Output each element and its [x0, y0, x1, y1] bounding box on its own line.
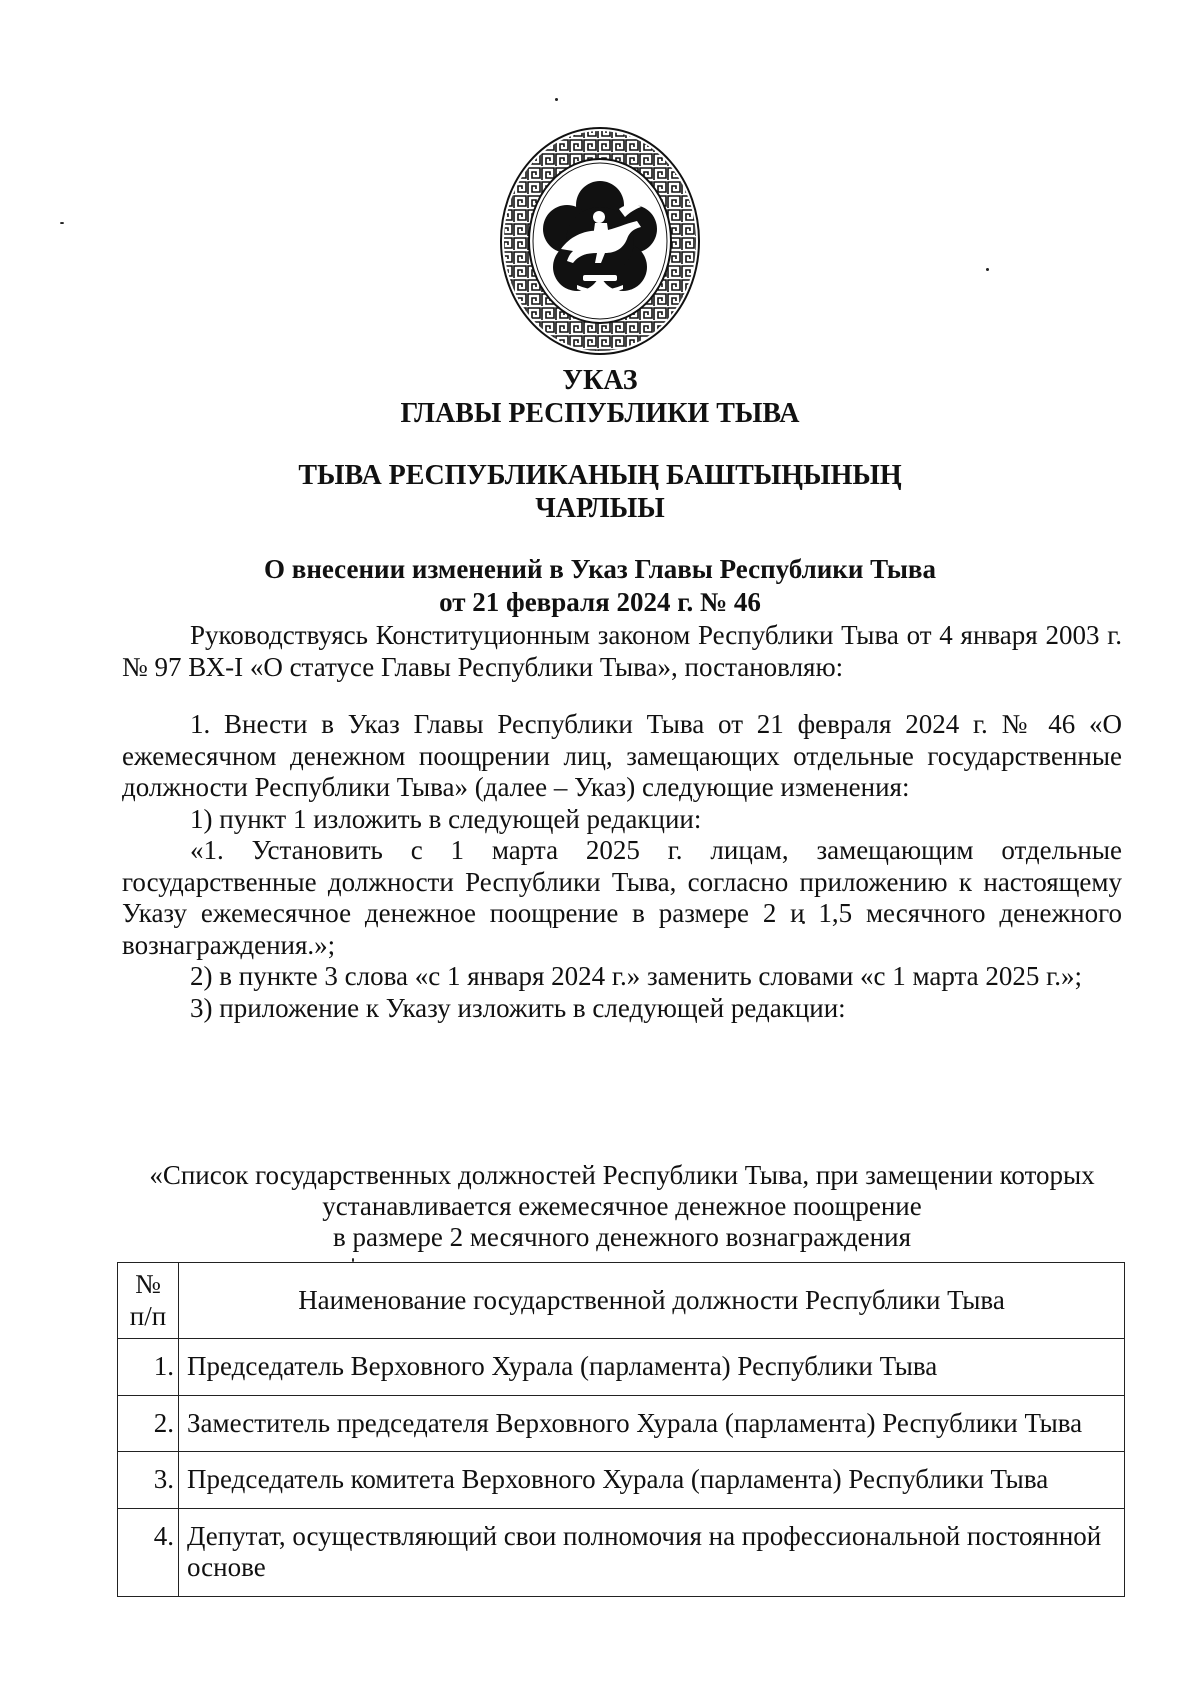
list-title-line-1: «Список государственных должностей Республики Тыва, при замещении которых [149, 1160, 1095, 1190]
row-number: 3. [118, 1452, 179, 1509]
table-row [118, 1452, 1125, 1509]
decree-subject-date: от 21 февраля 2024 г. № 46 [439, 587, 761, 617]
scan-speck [555, 98, 558, 101]
preamble-paragraph: Руководствуясь Конституционным законом Республики Тыва от 4 января 2003 г. № 97 ВХ-I «О статусе Главы Республики Тыва», постановляю: [122, 620, 1122, 682]
table-row [118, 1508, 1125, 1596]
row-position-name: Заместитель председателя Верховного Хурала (парламента) Республики Тыва [179, 1395, 1125, 1452]
column-header-number-symbol: № [135, 1269, 161, 1299]
decree-title: УКАЗ [562, 365, 638, 396]
row-position-name: Председатель Верховного Хурала (парламента) Республики Тыва [179, 1339, 1125, 1396]
subitem-3-paragraph: 3) приложение к Указу изложить в следующей редакции: [190, 992, 846, 1023]
item-1-paragraph: 1. Внести в Указ Главы Республики Тыва от 21 февраля 2024 г. № 46 «О ежемесячном денежном поощрении лиц, замещающих отдельные государственные должности Республики Тыва» (далее – Указ) следующие изменения: [122, 709, 1122, 802]
positions-table [117, 1262, 1125, 1597]
row-number: 1. [118, 1339, 179, 1396]
table-header-row [118, 1263, 1125, 1339]
column-header-number-abbr: п/п [129, 1300, 167, 1331]
republic-emblem-icon [499, 125, 701, 357]
subitem-2-paragraph: 2) в пункте 3 слова «с 1 января 2024 г.» заменить словами «с 1 марта 2025 г.»; [190, 961, 1082, 991]
column-header-number [118, 1263, 179, 1339]
scan-speck [60, 222, 64, 224]
decree-subject: О внесении изменений в Указ Главы Республики Тыва [263, 554, 936, 584]
subitem-1-paragraph: 1) пункт 1 изложить в следующей редакции: [190, 803, 702, 834]
list-title-line-3: в размере 2 месячного денежного вознаграждения [333, 1222, 911, 1252]
table-row [118, 1339, 1125, 1396]
row-position-name: Депутат, осуществляющий свои полномочия на профессиональной постоянной основе [179, 1508, 1125, 1596]
table-row [118, 1395, 1125, 1452]
row-number: 2. [118, 1395, 179, 1452]
decree-body [122, 620, 1122, 1024]
row-position-name: Председатель комитета Верховного Хурала (парламента) Республики Тыва [179, 1452, 1125, 1509]
row-number: 4. [118, 1508, 179, 1596]
decree-issuer: ГЛАВЫ РЕСПУБЛИКИ ТЫВА [400, 398, 800, 429]
list-title-line-2: устанавливается ежемесячное денежное поощрение [322, 1191, 922, 1221]
subitem-1-quote-paragraph: «1. Установить с 1 марта 2025 г. лицам, замещающим отдельные государственные должности Республики Тыва, согласно приложению к настоящему Указу ежемесячное денежное поощрение в размере 2 и 1,5 месячного денежного вознаграждения.»; [122, 835, 1122, 960]
scan-speck [986, 268, 989, 271]
column-header-position-name: Наименование государственной должности Республики Тыва [179, 1263, 1125, 1339]
decree-title-tuvan: ТЫВА РЕСПУБЛИКАНЫҢ БАШТЫҢЫНЫҢ [298, 460, 902, 491]
decree-title-tuvan-2: ЧАРЛЫЫ [535, 493, 665, 524]
